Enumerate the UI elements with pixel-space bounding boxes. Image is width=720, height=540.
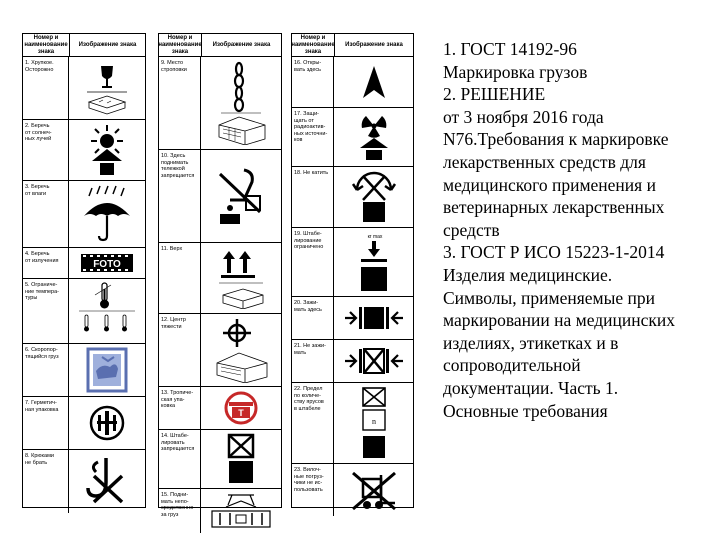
tropical-icon bbox=[201, 387, 281, 429]
sign-label: 2. Беречь от солнеч- ных лучей bbox=[23, 120, 69, 180]
sign-label: 18. Не катить bbox=[292, 167, 334, 227]
table-row bbox=[159, 489, 281, 533]
sign-label: 12. Центр тяжести bbox=[159, 314, 201, 386]
table-row bbox=[292, 297, 413, 340]
header-name: Номер и наименование знака bbox=[158, 34, 202, 55]
thermometer-icon bbox=[69, 279, 145, 343]
table-row bbox=[159, 243, 281, 314]
sun-protect-icon bbox=[69, 120, 145, 180]
lift-direct-icon bbox=[201, 489, 281, 533]
tier-limit-icon bbox=[334, 383, 413, 463]
sign-label: 9. Место строповки bbox=[159, 57, 201, 149]
sign-label: 20. Зажи- мать здесь bbox=[292, 297, 334, 339]
no-forklift-icon bbox=[334, 464, 413, 516]
table-row bbox=[292, 108, 413, 167]
sign-label: 5. Ограниче- ние темпера- туры bbox=[23, 279, 69, 343]
reference-line: медицинского применения и bbox=[443, 174, 656, 195]
foto-text: FOTO bbox=[93, 259, 121, 270]
header-name: Номер и наименование знака bbox=[291, 34, 335, 55]
sign-label: 11. Верх bbox=[159, 243, 201, 313]
table-row bbox=[159, 387, 281, 430]
reference-line: Изделия медицинские. bbox=[443, 264, 613, 285]
table-header bbox=[23, 34, 145, 57]
sign-label: 3. Беречь от влаги bbox=[23, 181, 69, 247]
sign-label: 19. Штабе- лирование ограничено bbox=[292, 228, 334, 296]
no-cart-icon bbox=[201, 150, 281, 242]
table-row bbox=[292, 383, 413, 464]
reference-line: изделиях, этикетках и в bbox=[443, 332, 619, 353]
radiation-icon bbox=[334, 108, 413, 166]
reference-line: Основные требования bbox=[443, 400, 608, 421]
header-name: Номер и наименование знака bbox=[23, 34, 70, 56]
marking-table-1 bbox=[22, 33, 146, 508]
table-row bbox=[292, 340, 413, 383]
tier-n-text: n bbox=[371, 417, 376, 426]
sign-label: 13. Тропиче- ская упа- ковка bbox=[159, 387, 201, 429]
center-of-gravity-icon bbox=[201, 314, 281, 386]
reference-line: сопроводительной bbox=[443, 355, 581, 376]
no-clamp-icon bbox=[334, 340, 413, 382]
no-hooks-icon bbox=[69, 450, 145, 513]
sealed-icon bbox=[69, 397, 145, 449]
reference-line: средств bbox=[443, 219, 500, 240]
table-row bbox=[23, 397, 145, 450]
table-row bbox=[292, 464, 413, 516]
sign-label: 1. Хрупкое. Осторожно bbox=[23, 57, 69, 119]
reference-line: 1. ГОСТ 14192-96 bbox=[443, 39, 577, 59]
table-row bbox=[23, 248, 145, 279]
table-row bbox=[159, 150, 281, 243]
reference-line: маркировании на медицинских bbox=[443, 310, 675, 331]
perishable-icon bbox=[69, 344, 145, 396]
clamp-here-icon bbox=[334, 297, 413, 339]
sign-label: 14. Штабе- лировать запрещается bbox=[159, 430, 201, 488]
tropical-text: T bbox=[238, 408, 244, 418]
table-row bbox=[159, 430, 281, 489]
sign-label: 4. Беречь от излучения bbox=[23, 248, 69, 278]
table-row bbox=[23, 279, 145, 344]
foto-icon bbox=[69, 248, 145, 278]
table-row bbox=[159, 57, 281, 150]
table-row bbox=[23, 344, 145, 397]
no-stack-icon bbox=[201, 430, 281, 488]
this-way-up-icon bbox=[201, 243, 281, 313]
reference-line: Символы, применяемые при bbox=[443, 287, 655, 308]
fragile-glass-icon bbox=[69, 57, 145, 119]
sign-label: 10. Здесь поднимать тележкой запрещается bbox=[159, 150, 201, 242]
reference-line: документации. Часть 1. bbox=[443, 377, 619, 398]
sign-label: 15. Подни- мать непо- средственно за груз bbox=[159, 489, 201, 533]
reference-line: лекарственных средств для bbox=[443, 151, 646, 172]
table-row bbox=[23, 181, 145, 248]
marking-table-2 bbox=[158, 33, 282, 518]
sign-label: 7. Герметич- ная упаковка bbox=[23, 397, 69, 449]
reference-line: 2. РЕШЕНИЕ bbox=[443, 84, 546, 105]
marking-table-3 bbox=[291, 33, 414, 508]
header-image: Изображение знака bbox=[345, 41, 403, 48]
table-row bbox=[292, 228, 413, 297]
header-image: Изображение знака bbox=[212, 41, 271, 48]
stack-limit-icon bbox=[334, 228, 413, 296]
table-row bbox=[292, 57, 413, 108]
reference-line: N76.Требования к маркировке bbox=[443, 129, 669, 150]
table-header bbox=[159, 34, 281, 57]
table-row bbox=[23, 120, 145, 181]
reference-line: ветеринарных лекарственных bbox=[443, 197, 665, 218]
sign-label: 23. Вилоч- ные погруз- чики не ис- пользовать bbox=[292, 464, 334, 516]
umbrella-icon bbox=[69, 181, 145, 247]
sign-label: 16. Откры- вать здесь bbox=[292, 57, 334, 107]
table-row bbox=[292, 167, 413, 228]
chain-icon bbox=[201, 57, 281, 149]
reference-line: 3. ГОСТ Р ИСО 15223-1-2014 bbox=[443, 242, 665, 263]
header-image: Изображение знака bbox=[78, 41, 137, 48]
table-row bbox=[23, 450, 145, 513]
sign-label: 6. Скоропор- тящийся груз bbox=[23, 344, 69, 396]
no-roll-icon bbox=[334, 167, 413, 227]
open-here-icon bbox=[334, 57, 413, 107]
reference-line: Маркировка грузов bbox=[443, 61, 588, 82]
sign-label: 8. Крюками не брать bbox=[23, 450, 69, 513]
table-header bbox=[292, 34, 413, 57]
stack-limit-text: кг max bbox=[367, 234, 382, 240]
references-text bbox=[443, 38, 718, 422]
sign-label: 22. Предел по количе- ству ярусов в штабеле bbox=[292, 383, 334, 463]
table-row bbox=[159, 314, 281, 387]
sign-label: 17. Защи- щать от радиоактив- ных источни- ков bbox=[292, 108, 334, 166]
reference-line: от 3 ноября 2016 года bbox=[443, 106, 604, 127]
table-row bbox=[23, 57, 145, 120]
sign-label: 21. Не зажи- мать bbox=[292, 340, 334, 382]
